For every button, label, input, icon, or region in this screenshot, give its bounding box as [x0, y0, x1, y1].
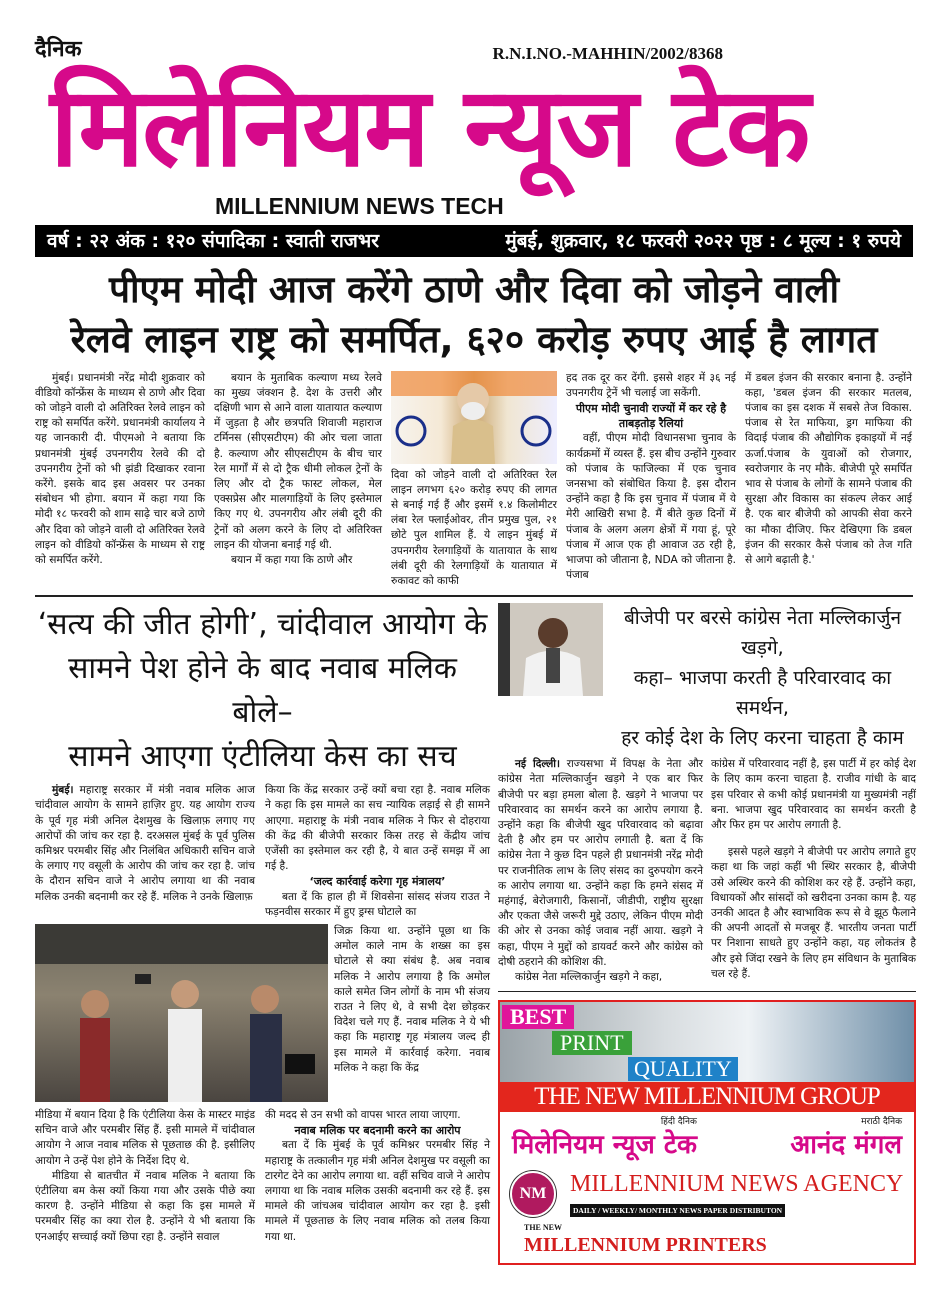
subheading: पीएम मोदी चुनावी राज्यों में कर रहे है ताबड़तोड़ रैलियां [575, 401, 727, 431]
ad-agency: MILLENNIUM NEWS AGENCY [570, 1171, 904, 1198]
paragraph: कांग्रेस नेता मल्लिकार्जुन खड़गे ने कहा, [514, 970, 663, 983]
advertisement [498, 1000, 916, 1265]
paragraph: किया कि केंद्र सरकार उन्हें क्यों बचा रहा है. नवाब मलिक ने कहा कि इस मामले का सच न्यायिक लड़ाई से ही सामने आएगा. महाराष्ट्र के मंत्री नवाब मलिक ने फिर से दोहराया की केंद्र की बीजेपी सरकार किस तरह से केंद्रीय जांच एजेंसी का इस्तेमाल कर रही है, ये बात उन्हें समझ में आ गई है. [265, 784, 490, 873]
paragraph: वहीं, पीएम मोदी विधानसभा चुनाव के कार्यक्रमों में व्यस्त हैं. इस बीच उन्होंने गुरुवार को पंजाब के फाजिल्का में एक चुनाव जनसभा को संबोधित किया है. इस दौरान उन्होंने कहा है कि इस चुनाव में पंजाब में ये मेरी आखिरी सभा है. मैं बीते कुछ दिनों में पंजाब के अलग अलग क्षेत्रों में गया हूं, पूरे पंजाब में आज एक ही आवाज उठ रही है, भाजपा को जीताना है, NDA को जीताना है. पंजाब [566, 432, 736, 582]
ad-logo: NM [510, 1171, 556, 1217]
story3 [498, 603, 916, 1265]
paragraph: हद तक दूर कर देंगी. इससे शहर में ३६ नई उपनगरीय ट्रेनें भी चलाई जा सकेंगी. [566, 371, 736, 399]
paragraph: महाराष्ट्र सरकार में मंत्री नवाब मलिक आज चांदीवाल आयोग के सामने हाज़िर हुए. यह आयोग राज्य के पूर्व गृह मंत्री अनिल देशमुख के खिलाफ़ लगाए गए आरोपों की जांच कर रहा है. दरअसल मुंबई के पूर्व पुलिस कमिश्नर परमबीर सिंह और निलंबित अधिकारी सचिन वाजे के लगाए गए वसूली के आरोप की जांच कर रहा है. जांच के दौरान सचिन वाजे ने आरोप लगाया था की नवाब मलिक उनकी बदनामी कर रहे हैं. मलिक ने उनके खिलाफ़ [35, 784, 255, 903]
story2 [35, 603, 490, 1245]
masthead-title: मिलेनियम न्यूज टेक [50, 63, 809, 191]
paragraph: मीडिया से बातचीत में नवाब मलिक ने बताया कि एंटीलिया बम केस क्यों किया गया और उसके पीछे क्या कारण है. उन्होंने मीडिया से कहा कि इस मामले में परमबीर सिंह का क्या रोल है. उन्होंने ये भी बताया कि एनआईए सच्चाई क्यों छिपा रहा है. उन्होंने सवाल [35, 1169, 255, 1243]
ad-marathi-daily: मराठी दैनिक [861, 1117, 902, 1128]
paragraph: बयान के मुताबिक कल्याण मध्य रेलवे का मुख्य जंक्शन है. देश के उत्तरी और दक्षिणी भाग से आने वाला यातायात कल्याण में जुड़ता है और छत्रपति शिवाजी महाराज टर्मिनस (सीएसटीएम) की ओर चला जाता है. कल्याण और सीएसटीएम के बीच चार रेल मार्गों में से दो ट्रैक धीमी लोकल ट्रेनों के लिए और दो ट्रैक फास्ट लोकल, मेल एक्सप्रेस और मालगाड़ियों के लिए इस्तेमाल किए गए थे. उपनगरीय और लंबी दूरी की ट्रेनों को अलग करने के लिए दो अतिरिक्त लाइन की योजना बनाई गई थी. [214, 371, 382, 551]
story1-columns [35, 371, 913, 590]
story2-col2 [265, 783, 490, 920]
story1-col2 [214, 371, 382, 569]
story3-headline [609, 603, 916, 753]
ad-paper2: आनंद मंगल [790, 1130, 902, 1161]
headline-line: सामने पेश होने के बाद नवाब मलिक बोले– [68, 651, 457, 731]
issue-info: वर्ष : २२ अंक : १२० संपादिका : स्वाती राजभर [47, 229, 380, 252]
ad-agency-row [500, 1166, 914, 1221]
story2-headline [35, 603, 490, 779]
ad-print: PRINT [552, 1031, 632, 1055]
ad-agency-block [570, 1170, 903, 1217]
story1-col4 [566, 371, 736, 584]
nawab-malik-photo [35, 924, 328, 1102]
paragraph: बता दें कि मुंबई के पूर्व कमिश्नर परमबीर सिंह ने महाराष्ट्र के तत्कालीन गृह मंत्री अनिल देशमुख पर वसूली का टारगेट देने का आरोप लगाया था. वहीं सचिव वाजे ने आरोप लगाया था कि नवाब मलिक उसकी बदनामी कर रहे हैं. इस मामले की जांचअब चांदीवाल आयोग कर रहा है. इसी मामले में पूछताछ के लिए नवाब मलिक को तलब किया गया था. [265, 1139, 490, 1243]
ad-papers [500, 1112, 914, 1166]
rni-number: R.N.I.NO.-MAHHIN/2002/8368 [492, 44, 723, 63]
story1-col3 [391, 371, 557, 590]
divider [498, 991, 916, 992]
paragraph: मीडिया में बयान दिया है कि एंटीलिया केस के मास्टर माइंड सचिन वाजे और परमबीर सिंह हैं. इसी मामले में चांदीवाल आयोग ने आज नवाब मलिक से पूछताछ की है. इसीलिए आयोग ने उन्हें पेश होने के निर्देश दिए थे. [35, 1108, 255, 1167]
paragraph: दिवा को जोड़ने वाली दो अतिरिक्त रेल लाइन लगभग ६२० करोड़ रुपए की लागत से बनाई गई हैं और इसमें १.४ किलोमीटर लंबा रेल फ्लाईओवर, तीन प्रमुख पुल, २१ छोटे पुल शामिल हैं. ये लाइन मुंबई में उपनगरीय रेलगाड़ियों के यातायात के साथ लंबी दूरी की रेलगाड़ियों के यातायात में रुकावट को काफी [391, 468, 557, 587]
headline-line: कहा– भाजपा करती है परिवारवाद का समर्थन, [633, 667, 892, 720]
lead-headline [35, 265, 913, 365]
story2-top-columns [35, 783, 490, 920]
paragraph: बता दें कि हाल ही में शिवसेना सांसद संजय राउत ने फड़नवीस सरकार में हुए ड्रग्स घोटाले का [265, 890, 490, 918]
headline-line: पीएम मोदी आज करेंगे ठाणे और दिवा को जोड़ने वाली [108, 267, 840, 311]
ad-best: BEST [502, 1005, 574, 1029]
dateline: मुंबई। [51, 784, 74, 797]
story1 [35, 265, 913, 590]
story3-col1 [498, 757, 703, 985]
ad-press-image [500, 1002, 914, 1082]
daily-label: दैनिक [35, 37, 82, 62]
paragraph: इससे पहले खड़गे ने बीजेपी पर आरोप लगाते हुए कहा था कि जहां कहीं भी स्थिर सरकार है, बीजेपी उसे अस्थिर करने की कोशिश कर रहे हैं. उन्होंने कहा, विधायकों और सांसदों को खरीदना उनका काम है. यह उनकी आदत है और स्वाभाविक रूप से वे झूठ फैलाने की अपनी आदतों से मजबूर हैं. भारतीय जनता पार्टी पर निशाना साधते हुए उन्होंने कहा, यह लोकतंत्र है और इसे जिंदा रखने के लिए हम संविधान के मुताबिक चल रहे हैं. [711, 846, 916, 980]
ad-printers: MILLENNIUM PRINTERS [524, 1234, 767, 1257]
subheading: ‘जल्द कार्रवाई करेगा गृह मंत्रालय’ [309, 875, 446, 889]
story2-col2-cont [334, 924, 490, 1076]
ad-agency-tag: DAILY / WEEKLY/ MONTHLY NEWS PAPER DISTRIBUTON [570, 1204, 785, 1217]
paragraph: मुंबई। प्रधानमंत्री नरेंद्र मोदी शुक्रवार को वीडियो कॉन्फ्रेंस के माध्यम से ठाणे और दिवा को जोड़ने वाली दो अतिरिक्त रेलवे लाइन को राष्ट्र को समर्पित करेंगे. प्रधानमंत्री कार्यालय ने यह जानकारी दी. पीएमओ ने बताया कि प्रधानमंत्री मुंबई उपनगरीय रेलवे की दो उपनगरीय ट्रेनों को भी झंडी दिखाकर रवाना करेंगे. इसके बाद इस अवसर पर उनका संबोधन भी होगा. बयान में कहा गया कि मोदी १८ फरवरी को शाम साढ़े चार बजे ठाणे और दिवा को जोड़ने वाली दो अतिरिक्त रेलवे लाइन को वीडियो कॉन्फ्रेंस के माध्यम से राष्ट्र को समर्पित करेंगे. [35, 371, 205, 566]
lower-section [35, 603, 916, 1265]
ad-paper1: मिलेनियम न्यूज टेक [512, 1130, 697, 1161]
modi-photo [391, 371, 557, 464]
date-info: मुंबई, शुक्रवार, १८ फरवरी २०२२ पृष्ठ : ८ मूल्य : १ रुपये [505, 229, 901, 252]
story1-col1 [35, 371, 205, 569]
story3-columns [498, 757, 916, 985]
paragraph: जिक्र किया था. उन्होंने पूछा था कि अमोल काले नाम के शख्स का इस घोटाले से क्या संबंध है. अब नवाब मलिक ने आरोप लगाया है कि अमोल काले समेत जिन लोगों के नाम भी संजय राउत ने लिए थे, वे सभी देश छोड़कर विदेश चले गए हैं. नवाब मलिक ने ये भी कहा कि महाराष्ट्र गृह मंत्रालय जल्द ही इस मामले में कार्रवाई करेगा. नवाब मलिक ने कहा कि केंद्र [334, 924, 490, 1074]
dateline: नई दिल्ली। [514, 758, 561, 771]
subheading: नवाब मलिक पर बदनामी करने का आरोप [294, 1124, 461, 1138]
divider [35, 595, 913, 597]
ad-quality: QUALITY [628, 1057, 738, 1081]
paragraph: कांग्रेस में परिवारवाद नहीं है, इस पार्टी में हर कोई देश के लिए काम करना चाहता है. राजीव गांधी के बाद इस परिवार से कभी कोई प्रधानमंत्री या मुख्यमंत्री नहीं बना. भाजपा खुद परिवारवाद का समर्थन करती है और फिर हम पर आरोप लगाती है. [711, 758, 916, 831]
ad-paper2-block [790, 1116, 902, 1162]
story2-bottom-columns [35, 1108, 490, 1245]
story3-head-row [498, 603, 916, 753]
paragraph: राज्यसभा में विपक्ष के नेता और कांग्रेस नेता मल्लिकार्जुन खड़गे ने एक बार फिर बीजेपी पर बड़ा हमला बोला है. खड़गे ने भाजपा पर परिवारवाद का समर्थन करने का आरोप लगाया है. उन्होंने कहा कि बीजेपी खुद परिवारवाद को बढ़ावा देती है और हम पर आरोप लगाती है. बता दें कि कांग्रेस नेता ने कुछ दिन पहले ही प्रधानमंत्री नरेंद्र मोदी पर राजनीतिक लाभ के लिए संसद का दुरुपयोग करने क आरोप लगाया था. उन्होंने कहा कि हमने संसद में महंगाई, बेरोजगारी, किसानों, जीडीपी, राष्ट्रीय सुरक्षा और एकता जैसे जरूरी मुद्दे उठाए, लेकिन पीएम मोदी की ओर से उनका कोई जवाब नहीं आया. खड़गे ने कहा, पीएम ने मुद्दों को डायवर्ट करने और कांग्रेस को दोषी ठहराने की कोशिश की. [498, 758, 703, 968]
ad-group: THE NEW MILLENNIUM GROUP [500, 1082, 914, 1112]
headline-line: हर कोई देश के लिए करना चाहता है काम [621, 727, 904, 750]
masthead-subtitle: MILLENNIUM NEWS TECH [215, 192, 504, 219]
headline-line: सामने आएगा एंटीलिया केस का सच [68, 739, 457, 775]
headline-line: बीजेपी पर बरसे कांग्रेस नेता मल्लिकार्जुन खड़गे, [623, 607, 902, 660]
kharge-photo [498, 603, 603, 696]
story2-col1 [35, 783, 255, 905]
story2-col4 [265, 1108, 490, 1245]
story3-col2 [711, 757, 916, 982]
masthead-top [35, 36, 913, 64]
paragraph: बयान में कहा गया कि ठाणे और [230, 553, 353, 566]
story2-photo-row [35, 924, 490, 1102]
story1-col5 [745, 371, 912, 569]
ad-printers-block [500, 1221, 914, 1263]
masthead [35, 36, 913, 257]
paragraph: में डबल इंजन की सरकार बनाना है. उन्होंने कहा, 'डबल इंजन की सरकार मतलब, पंजाब का इस दशक में सबसे तेज विकास. पंजाब से रेत माफिया, ड्रग माफिया की विदाई पंजाब की औद्योगिक इकाइयों में नई ऊर्जा.पंजाब के युवाओं को रोजगार, स्वरोजगार के नए मौके. बीजेपी पूरे समर्पित भाव से पंजाब के लोगों के सामने पंजाब की सुरक्षा और विकास का संकल्प लेकर आई है. एक बार बीजेपी को आपकी सेवा करने का मौका दीजिए. फिर देखिएगा कि डबल इंजन की सरकार कैसे पंजाब को तेज गति से आगे बढ़ाती है.' [745, 371, 912, 566]
ad-printers-small: THE NEW [524, 1223, 563, 1233]
headline-line: रेलवे लाइन राष्ट्र को समर्पित, ६२० करोड़ रुपए आई है लागत [70, 317, 878, 361]
ad-paper1-block [512, 1116, 697, 1162]
issue-strip [35, 225, 913, 257]
story2-col3 [35, 1108, 255, 1245]
headline-line: ‘सत्य की जीत होगी’, चांदीवाल आयोग के [37, 607, 488, 643]
paragraph: की मदद से उन सभी को वापस भारत लाया जाएगा. [265, 1108, 461, 1121]
ad-hindi-daily: हिंदी दैनिक [660, 1117, 697, 1128]
